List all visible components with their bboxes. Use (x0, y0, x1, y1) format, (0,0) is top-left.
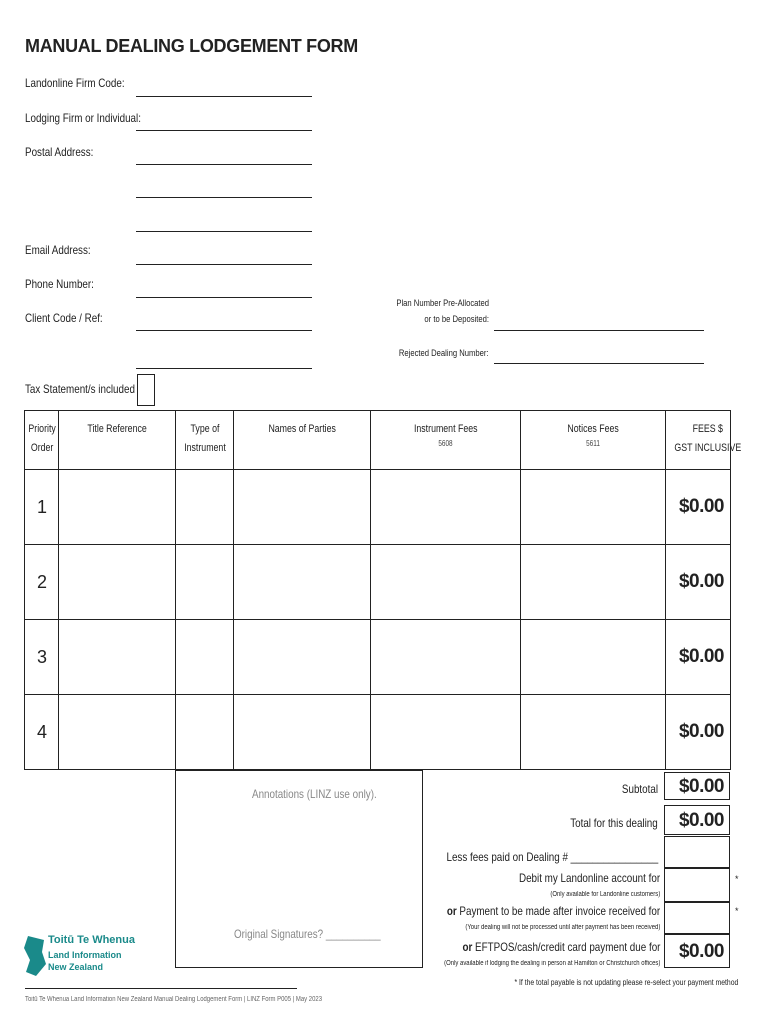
title-reference-cell[interactable] (59, 545, 176, 620)
tax-statement-label: Tax Statement/s included (25, 382, 135, 396)
client-code-field-2[interactable] (136, 368, 312, 369)
plan-number-field[interactable] (494, 330, 704, 331)
invoice-asterisk: * (735, 906, 739, 916)
postal-address-label: Postal Address: (25, 145, 94, 159)
linz-logo (20, 932, 135, 982)
firm-code-field[interactable] (136, 96, 312, 97)
row-number: 3 (25, 620, 59, 695)
postal-address-field-1[interactable] (136, 164, 312, 165)
parties-cell[interactable] (234, 695, 371, 770)
title-reference-cell[interactable] (59, 470, 176, 545)
annotations-box[interactable] (175, 770, 423, 968)
rejected-dealing-field[interactable] (494, 363, 704, 364)
logo-line-2: Land Information (48, 950, 122, 960)
table-row (25, 545, 731, 620)
row-fee: $0.00 (666, 620, 731, 695)
postal-address-field-2[interactable] (136, 197, 312, 198)
parties-header: Names of Parties (234, 411, 371, 470)
title-reference-cell[interactable] (59, 695, 176, 770)
logo-line-1: Toitū Te Whenua (48, 934, 135, 946)
eftpos-note: (Only available if lodging the dealing in person at Hamilton or Christchurch offices) (443, 960, 660, 967)
email-label: Email Address: (25, 243, 91, 257)
signatures-label: Original Signatures? __________ (234, 927, 381, 941)
eftpos-value: $0.00 (664, 934, 730, 968)
total-label: Total for this dealing (570, 816, 658, 830)
form-title: MANUAL DEALING LODGEMENT FORM (25, 36, 358, 56)
instrument-fees-header: Instrument Fees 5608 (371, 411, 521, 470)
priority-header: Priority Order (25, 411, 59, 470)
rejected-dealing-label: Rejected Dealing Number: (399, 348, 489, 358)
footnote: * If the total payable is not updating please re-select your payment method (514, 978, 738, 987)
type-cell[interactable] (176, 620, 234, 695)
table-row (25, 470, 731, 545)
invoice-field[interactable] (664, 902, 730, 934)
row-fee: $0.00 (666, 470, 731, 545)
or-label-2: or (462, 940, 472, 954)
eftpos-label: or EFTPOS/cash/credit card payment due for (462, 940, 660, 954)
type-header: Type of Instrument (176, 411, 234, 470)
instrument-fee-cell[interactable] (371, 470, 521, 545)
invoice-note: (Your dealing will not be processed until after payment has been received) (465, 924, 660, 931)
row-fee: $0.00 (666, 545, 731, 620)
lodging-firm-field[interactable] (136, 130, 312, 131)
firm-code-label: Landonline Firm Code: (25, 76, 125, 90)
row-number: 4 (25, 695, 59, 770)
client-code-label: Client Code / Ref: (25, 311, 103, 325)
instrument-fee-cell[interactable] (371, 545, 521, 620)
row-number: 2 (25, 545, 59, 620)
parties-cell[interactable] (234, 470, 371, 545)
parties-cell[interactable] (234, 545, 371, 620)
notices-fee-cell[interactable] (521, 545, 666, 620)
plan-number-label-2: or to be Deposited: (424, 314, 489, 324)
lodging-firm-label: Lodging Firm or Individual: (25, 111, 141, 125)
invoice-label: or Payment to be made after invoice received for (446, 904, 660, 918)
title-reference-header: Title Reference (59, 411, 176, 470)
debit-field[interactable] (664, 868, 730, 902)
type-cell[interactable] (176, 695, 234, 770)
tax-statement-checkbox[interactable] (137, 374, 155, 406)
total-value: $0.00 (664, 805, 730, 835)
instrument-fee-cell[interactable] (371, 620, 521, 695)
footer-text: Toitū Te Whenua Land Information New Zealand Manual Dealing Lodgement Form | LINZ Form P005 | May 2023 (25, 996, 323, 1003)
row-fee: $0.00 (666, 695, 731, 770)
or-label: or (446, 904, 457, 918)
subtotal-label: Subtotal (621, 782, 658, 796)
email-field[interactable] (136, 264, 312, 265)
phone-field[interactable] (136, 297, 312, 298)
subtotal-value: $0.00 (664, 772, 730, 800)
notices-fee-cell[interactable] (521, 470, 666, 545)
table-row (25, 695, 731, 770)
debit-note: (Only available for Landonline customers) (550, 891, 660, 898)
logo-line-3: New Zealand (48, 962, 104, 972)
instrument-fee-cell[interactable] (371, 695, 521, 770)
table-row (25, 620, 731, 695)
notices-fee-cell[interactable] (521, 695, 666, 770)
postal-address-field-3[interactable] (136, 231, 312, 232)
client-code-field[interactable] (136, 330, 312, 331)
plan-number-label-1: Plan Number Pre-Allocated (396, 298, 489, 308)
table-header-row (25, 411, 731, 470)
less-fees-label: Less fees paid on Dealing # ________________ (446, 850, 658, 864)
type-cell[interactable] (176, 470, 234, 545)
debit-label: Debit my Landonline account for (518, 871, 660, 885)
phone-label: Phone Number: (25, 277, 94, 291)
map-icon (22, 934, 48, 978)
parties-cell[interactable] (234, 620, 371, 695)
annotations-label: Annotations (LINZ use only). (252, 787, 377, 801)
notices-fee-cell[interactable] (521, 620, 666, 695)
title-reference-cell[interactable] (59, 620, 176, 695)
notices-fees-header: Notices Fees 5611 (521, 411, 666, 470)
footer-divider (25, 988, 297, 989)
debit-asterisk: * (735, 874, 739, 884)
less-fees-field[interactable] (664, 836, 730, 868)
instruments-table (24, 410, 742, 770)
row-number: 1 (25, 470, 59, 545)
type-cell[interactable] (176, 545, 234, 620)
fees-header: FEES $ GST INCLUSIVE (666, 411, 731, 470)
